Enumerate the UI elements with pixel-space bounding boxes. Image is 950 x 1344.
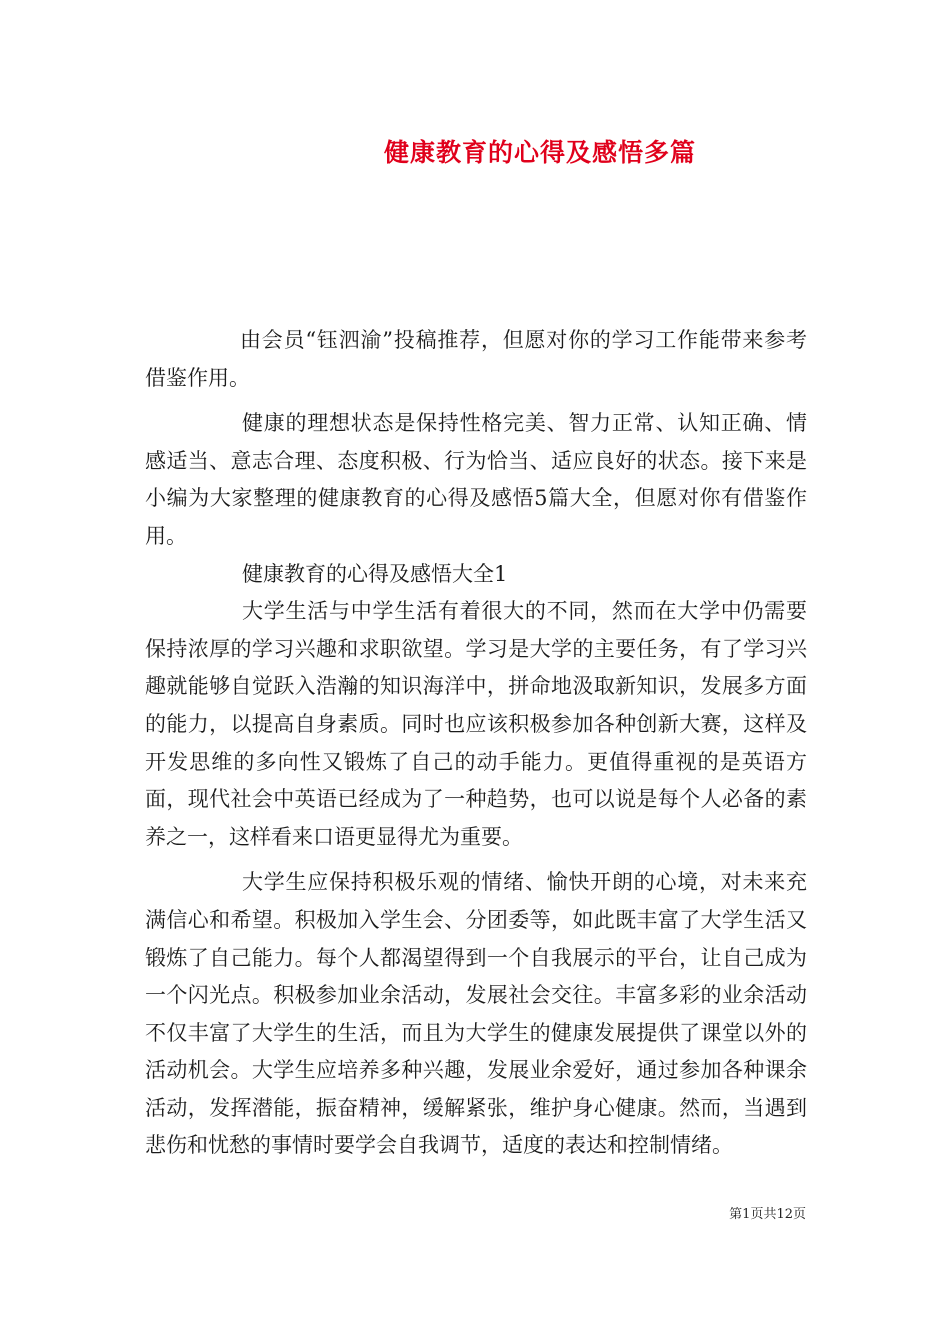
document-body [145,322,807,1165]
document-title: 健康教育的心得及感悟多篇 [383,138,696,167]
page-number: 第1页共12页 [729,1207,806,1222]
intro-paragraph: 由会员“钰泗渝”投稿推荐，但愿对你的学习工作能带来参考借鉴作用。 [145,328,807,390]
body-paragraph: 健康的理想状态是保持性格完美、智力正常、认知正确、情感适当、意志合理、态度积极、行为恰当、适应良好的状态。接下来是小编为大家整理的健康教育的心得及感悟5篇大全，但愿对你有借鉴作用。 [145,411,807,548]
body-paragraph: 大学生应保持积极乐观的情绪、愉快开朗的心境，对未来充满信心和希望。积极加入学生会、分团委等，如此既丰富了大学生活又锻炼了自己能力。每个人都渴望得到一个自我展示的平台，让自己成为一个闪光点。积极参加业余活动，发展社会交往。丰富多彩的业余活动不仅丰富了大学生的生活，而且为大学生的健康发展提供了课堂以外的活动机会。大学生应培养多种兴趣，发展业余爱好，通过参加各种课余活动，发挥潜能，振奋精神，缓解紧张，维护身心健康。然而，当遇到悲伤和忧愁的事情时要学会自我调节，适度的表达和控制情绪。 [145,870,807,1158]
section-heading: 健康教育的心得及感悟大全1 [242,561,508,586]
body-paragraph: 大学生活与中学生活有着很大的不同，然而在大学中仍需要保持浓厚的学习兴趣和求职欲望。学习是大学的主要任务，有了学习兴趣就能够自觉跃入浩瀚的知识海洋中，拼命地汲取新知识，发展多方面的能力，以提高自身素质。同时也应该积极参加各种创新大赛，这样及开发思维的多向性又锻炼了自己的动手能力。更值得重视的是英语方面，现代社会中英语已经成为了一种趋势，也可以说是每个人必备的素养之一，这样看来口语更显得尤为重要。 [145,599,807,849]
